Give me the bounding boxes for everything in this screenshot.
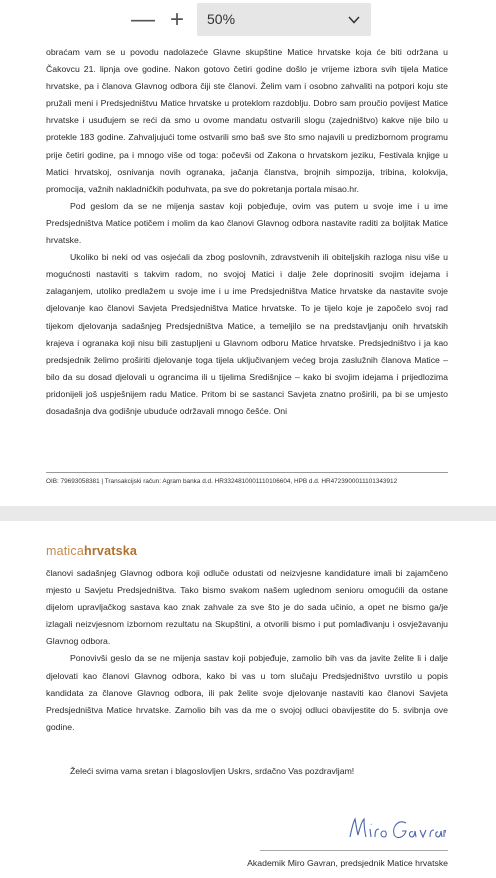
paragraph: članovi sadašnjeg Glavnog odbora koji odluče odustati od neizvjesne kandidature imali bi zajamčeno mjesto u Savjetu Predsjedništva. Tako bismo svakom našem uglednom senioru omogućili da ostane dijelom upravljačkog sastava kao znak zahvale za sve što je do sada učinio, a opet ne bismo ga/je izlagali neizvjesnom izbornom rezultatu na Skupštini, a otvorili bismo i put pomlađivanju i osvježavanju Glavnog odbora. — [46, 568, 448, 647]
minus-icon: — — [131, 6, 155, 33]
paragraph: Pod geslom da se ne mijenja sastav koji pobjeđuje, ovim vas putem u svoje ime i u ime Predsjedništva Matice potičem i molim da kao članovi Glavnog odbora nastavite raditi za boljitak Matice hrvatske. — [46, 200, 448, 246]
document-page-2 — [0, 521, 496, 878]
paragraph: obraćam vam se u povodu nadolazeće Glavne skupštine Matice hrvatske koja će biti održana u Čakovcu 21. lipnja ove godine. Nakon gotovo četiri godine došlo je vrijeme izbora svih tijela Matice hrvatske, pa i članova Glavnog odbora čiji ste članovi. Želim vam i osobno zahvaliti na potpori koju ste pružali meni i Predsjedništvu Matice hrvatske u proteklom razdoblju. Dobro sam proučio povijest Matice hrvatske i usuđujem se reći da smo u ovome mandatu ostvarili slogu (zajedništvo) kakve nije bilo u protekle 183 godine. Zahvaljujući tome ostvarili smo baš sve što smo najavili u predizbornom programu prije četiri godine, pa i mnogo više od toga: počevši od Zakona o hrvatskom jeziku, Festivala knjige u Matici hrvatskoj, osnivanja novih ogranaka, jačanja članstva, brojnih simpozija, tribina, kolokvija, promocija, važnih nakladničkih poduhvata, pa sve do pokretanja portala misao.hr. — [46, 47, 448, 194]
handwritten-signature — [346, 813, 446, 845]
page-footer: OIB: 79693058381 | Transakcijski račun: Agram banka d.d. HR3324810001110106604, HPB d.d. HR4723900011101343912 — [46, 478, 398, 485]
paragraph: Ukoliko bi neki od vas osjećali da zbog poslovnih, zdravstvenih ili obiteljskih razloga nisu više u mogućnosti nastaviti s takvim radom, no svojoj Matici i dalje žele doprinositi svojim idejama i zalaganjem, utoliko predlažem u svoje ime i u ime Predsjedništva Matice hrvatske da nastavite svoje djelovanje kao članovi Savjeta Predsjedništva Matice hrvatske. To je tijelo koje je započelo svoj rad tijekom djelovanja sadašnjeg Predsjedništva Matice, a temeljilo se na predstavljanju onih hrvatskih krajeva i ogranaka koji nisu bili zastupljeni u Glavnom odboru Matice hrvatske. Predsjedništvo i ja kao predsjednik želimo proširiti djelovanje toga tijela uključivanjem većeg broja zaslužnih članova Matice – bilo da su dosad djelovali u ograncima ili u tijelima Središnjice – kako bi svojim idejama i prijedlozima pridonijeli još uspješnijem radu Matice. Pritom bi se sastanci Savjeta znatno proširili, pa bi se umjesto dosadašnja dva godišnje ubuduće održavali mnogo češće. Oni — [46, 252, 448, 416]
signatory-name: Akademik Miro Gavran, predsjednik Matice hrvatske — [247, 858, 448, 868]
signature-line — [260, 850, 448, 851]
document-page-1 — [0, 40, 496, 506]
matica-hrvatska-logo: maticahrvatska — [46, 544, 138, 558]
page-gap — [0, 506, 496, 521]
paragraph: Ponovivši geslo da se ne mijenja sastav koji pobjeđuje, zamolio bih vas da javite želite li i dalje djelovati kao članovi Glavnog odbora, kako bi vas u tom slučaju Predsjedništvo uvrstilo u popis kandidata za članove Glavnog odbora, ili pak želite svoje djelovanje nastaviti kao članovi Savjeta Predsjedništva Matice hrvatske. Zamolio bih vas da me o svojoj odluci obavijestite do 5. svibnja ove godine. — [46, 653, 448, 732]
pdf-toolbar — [0, 0, 496, 40]
footer-divider — [46, 472, 448, 473]
page2-body — [46, 565, 448, 736]
zoom-level-value: 50% — [207, 11, 236, 27]
zoom-level-select[interactable] — [197, 3, 371, 36]
plus-icon: + — [169, 6, 184, 33]
greeting: Želeći svima vama sretan i blagoslovljen Uskrs, srdačno Vas pozdravljam! — [70, 766, 355, 776]
zoom-out-button[interactable] — [130, 8, 156, 32]
zoom-in-button[interactable] — [164, 8, 190, 32]
page1-body — [46, 44, 448, 420]
chevron-down-icon — [347, 13, 361, 27]
